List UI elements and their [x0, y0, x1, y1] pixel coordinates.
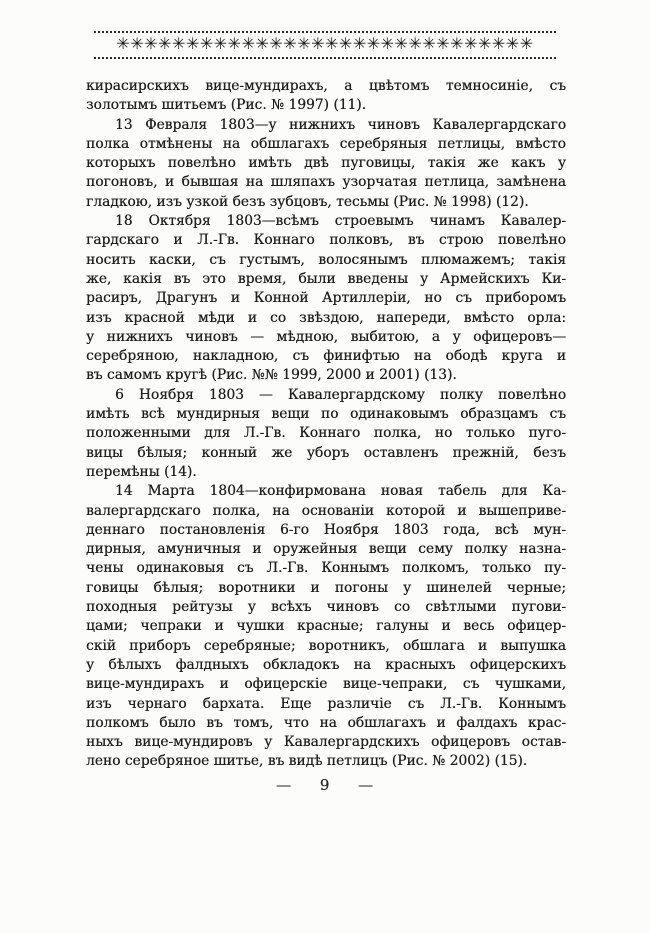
text-line: серебряною, накладною, съ финифтью на ободѣ круга и [86, 348, 566, 365]
text-line: у бѣлыхъ фалдныхъ обкладокъ на красныхъ офицерскихъ [86, 656, 566, 673]
text-line: кирасирскихъ вице-мундирахъ, а цвѣтомъ темносиніе, съ [86, 78, 566, 94]
text-line: 14 Марта 1804—конфирмована новая табель для Ка- [115, 483, 566, 500]
header-ornament-band: ✳✳✳✳✳✳✳✳✳✳✳✳✳✳✳✳✳✳✳✳✳✳✳✳✳✳✳✳✳✳ [94, 31, 556, 59]
text-line: же, какія въ это время, были введены у Армейскихъ Ки- [86, 270, 566, 287]
text-line: перемѣны (14). [86, 463, 197, 480]
text-line: чены одинаковыя съ Л.-Гв. Коннымъ полкомъ, только пу- [86, 560, 566, 577]
text-line: дирныя, амуничныя и оружейныя вещи сему полку назна- [86, 541, 566, 558]
text-line: положенными для Л.-Гв. Коннаго полка, но только пуго- [86, 425, 566, 442]
text-line: вице-мундирахъ и офицерскіе вице-чепраки, съ чушками, [86, 676, 566, 693]
text-line: скій приборъ серебряные; воротникъ, обшлага и выпушка [86, 637, 566, 654]
text-line: гардскаго и Л.-Гв. Коннаго полковъ, въ строю повелѣно [86, 232, 566, 249]
page-number: — 9 — [275, 776, 375, 794]
text-line: 13 Февраля 1803—у нижнихъ чиновъ Кавалергардскаго [115, 116, 566, 133]
text-line: 18 Октября 1803—всѣмъ строевымъ чинамъ Кавалер- [115, 213, 566, 230]
text-line: изъ чернаго бархата. Еще различіе съ Л.-Гв. Коннымъ [86, 695, 566, 712]
text-line: лено серебряное шитье, въ видѣ петлицъ (Рис. № 2002) (15). [86, 753, 528, 770]
text-line: погоновъ, и бывшая на шляпахъ узорчатая петлица, замѣнена [86, 174, 566, 191]
text-line: расиръ, Драгунъ и Конной Артиллеріи, но съ приборомъ [86, 290, 566, 307]
text-line: имѣть всѣ мундирныя вещи по одинаковымъ образцамъ съ [86, 406, 566, 423]
paragraph [86, 212, 566, 386]
text-line: золотымъ шитьемъ (Рис. № 1997) (11). [86, 97, 367, 114]
text-line: въ самомъ кругѣ (Рис. №№ 1999, 2000 и 2001) (13). [86, 367, 457, 384]
text-line: полка отмѣнены на обшлагахъ серебряныя петлицы, вмѣсто [86, 135, 566, 152]
text-line: которыхъ повелѣно имѣть двѣ пуговицы, такія же какъ у [86, 155, 566, 172]
text-line: ныхъ вице-мундировъ у Кавалергардскихъ офицеровъ остав- [86, 734, 566, 751]
text-line: деннаго постановленія 6-го Ноября 1803 года, всѣ мун- [86, 521, 566, 538]
paragraph [86, 482, 566, 771]
page-text [86, 77, 566, 772]
text-line: валергардскаго полка, на основаніи которой и вышеприве- [86, 502, 566, 519]
text-line: говицы бѣлыя; воротники и погоны у шинелей черные; [86, 579, 566, 596]
paragraph [86, 77, 566, 116]
text-line: у нижнихъ чиновъ — мѣдною, выбитою, а у офицеровъ— [86, 328, 566, 345]
text-line: гладкою, изъ узкой безъ зубцовъ, тесьмы (Рис. № 1998) (12). [86, 193, 529, 210]
paragraph [86, 386, 566, 482]
text-line: походныя рейтузы у всѣхъ чиновъ со свѣтлыми пугови- [86, 599, 566, 616]
text-line: цами; чепраки и чушки красные; галуны и весь офицер- [86, 618, 566, 635]
text-line: вицы бѣлыя; конный же уборъ оставленъ прежній, безъ [86, 444, 566, 461]
text-line: 6 Ноября 1803 — Кавалергардскому полку повелѣно [115, 386, 566, 403]
text-line: носить каски, съ густымъ, волосянымъ плюмажемъ; такія [86, 251, 566, 268]
text-line: изъ красной мѣди и со звѣздою, напереди, вмѣсто орла: [86, 309, 566, 326]
paragraph [86, 116, 566, 212]
text-line: полкомъ было въ томъ, что на обшлагахъ и фалдахъ крас- [86, 714, 566, 731]
